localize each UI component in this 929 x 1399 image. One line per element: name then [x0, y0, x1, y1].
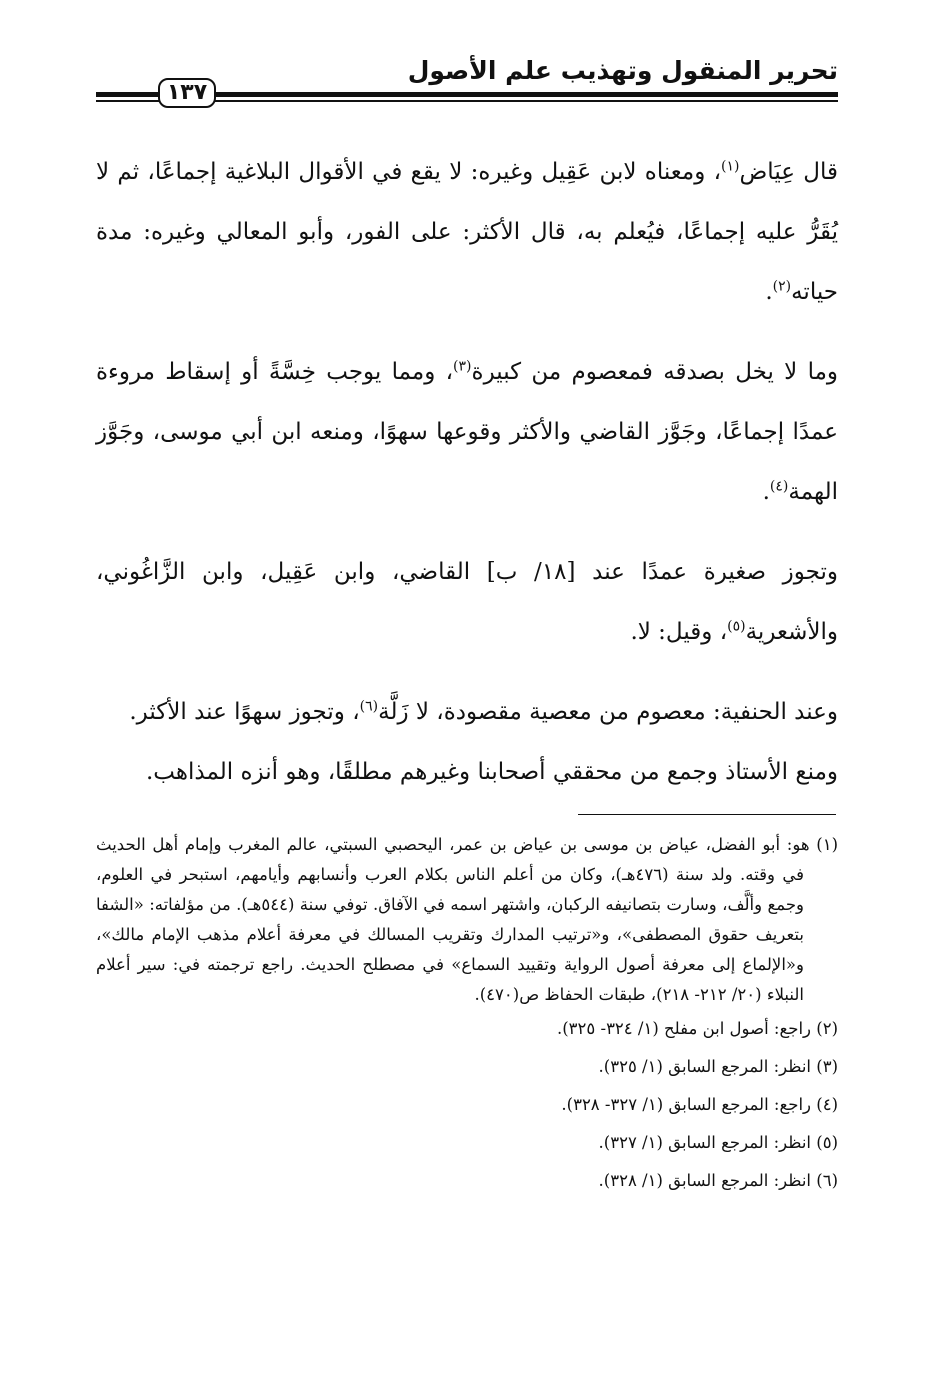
- paragraph-3: [96, 542, 838, 662]
- paragraph-2-text-b: ، ومما يوجب خِسَّةً أو إسقاط مروءة عمدًا إجماعًا، وجَوَّز القاضي والأكثر وقوعها سهوًا، ومنعه ابن أبي موسى، وجَوَّز الهمة: [96, 359, 838, 505]
- paragraph-1-text-a: قال عِيَاض: [739, 159, 838, 185]
- footnote-4: (٤) راجع: المرجع السابق (١/ ٣٢٧- ٣٢٨).: [561, 1095, 838, 1114]
- page-number: ١٣٧: [158, 78, 216, 108]
- footnote-3: (٣) انظر: المرجع السابق (١/ ٣٢٥).: [598, 1057, 838, 1076]
- footnote-ref-4: (٤): [769, 478, 789, 495]
- paragraph-4-text-a: وعند الحنفية: معصوم من معصية مقصودة، لا زَلَّة: [378, 699, 838, 725]
- footnote-ref-2: (٢): [772, 278, 792, 295]
- footnote-5: (٥) انظر: المرجع السابق (١/ ٣٢٧).: [598, 1133, 838, 1152]
- footnote-ref-1: (١): [721, 158, 740, 175]
- footnote-separator: [578, 814, 836, 815]
- paragraph-4-text-b: ، وتجوز سهوًا عند الأكثر.: [129, 699, 360, 725]
- footnote-2: (٢) راجع: أصول ابن مفلح (١/ ٣٢٤- ٣٢٥).: [556, 1019, 838, 1038]
- footnote-6: (٦) انظر: المرجع السابق (١/ ٣٢٨).: [598, 1171, 838, 1190]
- paragraph-4: [96, 682, 838, 742]
- footnote-ref-6: (٦): [359, 698, 379, 715]
- footnotes: [96, 830, 838, 1200]
- paragraph-1-text-b: ، ومعناه لابن عَقِيل وغيره: لا يقع في الأقوال البلاغية إجماعًا، ثم لا يُقَرُّ عليه إجماعًا، فيُعلم به، قال الأكثر: على الفور، وأبو المعالي وغيره: مدة حياته: [96, 159, 838, 305]
- paragraph-1: [96, 142, 838, 322]
- footnote-ref-3: (٣): [453, 358, 472, 375]
- paragraph-2: [96, 342, 838, 522]
- running-title: تحرير المنقول وتهذيب علم الأصول: [407, 56, 838, 85]
- paragraph-2-text-c: .: [762, 479, 770, 505]
- footnote-1: (١) هو: أبو الفضل، عياض بن موسى بن عياض بن عمر، اليحصبي السبتي، عالم المغرب وإمام أهل الحديث في وقته. ولد سنة (٤٧٦هـ)، وكان من أعلم الناس بكلام العرب وأنسابهم وأيامهم، استبحر في العلوم، وجمع وألَّف، وسارت بتصانيفه الركبان، واشتهر اسمه في الآفاق. توفي سنة (٥٤٤هـ). من مؤلفاته: «الشفا بتعريف حقوق المصطفى»، و«ترتيب المدارك وتقريب المسالك في معرفة أعلام مذهب الإمام مالك»، و«الإلماع إلى معرفة أصول الرواية وتقييد السماع» في مصطلح الحديث. راجع ترجمته في: سير أعلام النبلاء (٢٠/ ٢١٢- ٢١٨)، طبقات الحفاظ ص(٤٧٠).: [96, 835, 838, 1004]
- page-header: [96, 48, 838, 108]
- paragraph-3-text-b: ، وقيل: لا.: [630, 619, 728, 645]
- paragraph-1-text-c: .: [765, 279, 773, 305]
- footnote-ref-5: (٥): [727, 618, 746, 635]
- paragraph-5: ومنع الأستاذ وجمع من محققي أصحابنا وغيرهم مطلقًا، وهو أنزه المذاهب.: [145, 759, 838, 785]
- main-text: [96, 142, 838, 802]
- paragraph-3-text-a: وتجوز صغيرة عمدًا عند [١٨/ ب] القاضي، وابن عَقِيل، وابن الزَّاغُوني، والأشعرية: [96, 559, 838, 645]
- paragraph-2-text-a: وما لا يخل بصدقه فمعصوم من كبيرة: [471, 359, 839, 385]
